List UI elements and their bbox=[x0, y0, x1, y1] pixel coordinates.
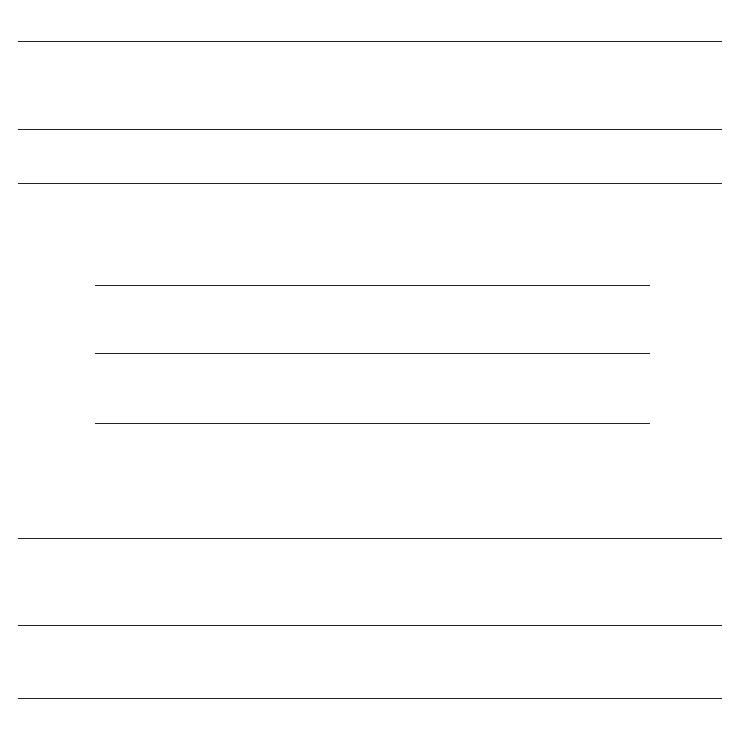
table5-top-rule bbox=[95, 285, 650, 286]
table5-header-rule bbox=[95, 353, 650, 354]
table5-bottom-rule bbox=[95, 423, 650, 424]
table6-top-rule bbox=[18, 538, 722, 539]
table4-header-rule bbox=[18, 129, 722, 130]
table4-bottom-rule bbox=[18, 183, 722, 184]
table4-top-rule bbox=[18, 41, 722, 42]
table6-header-rule bbox=[18, 625, 722, 626]
table6-bottom-rule bbox=[18, 698, 722, 699]
